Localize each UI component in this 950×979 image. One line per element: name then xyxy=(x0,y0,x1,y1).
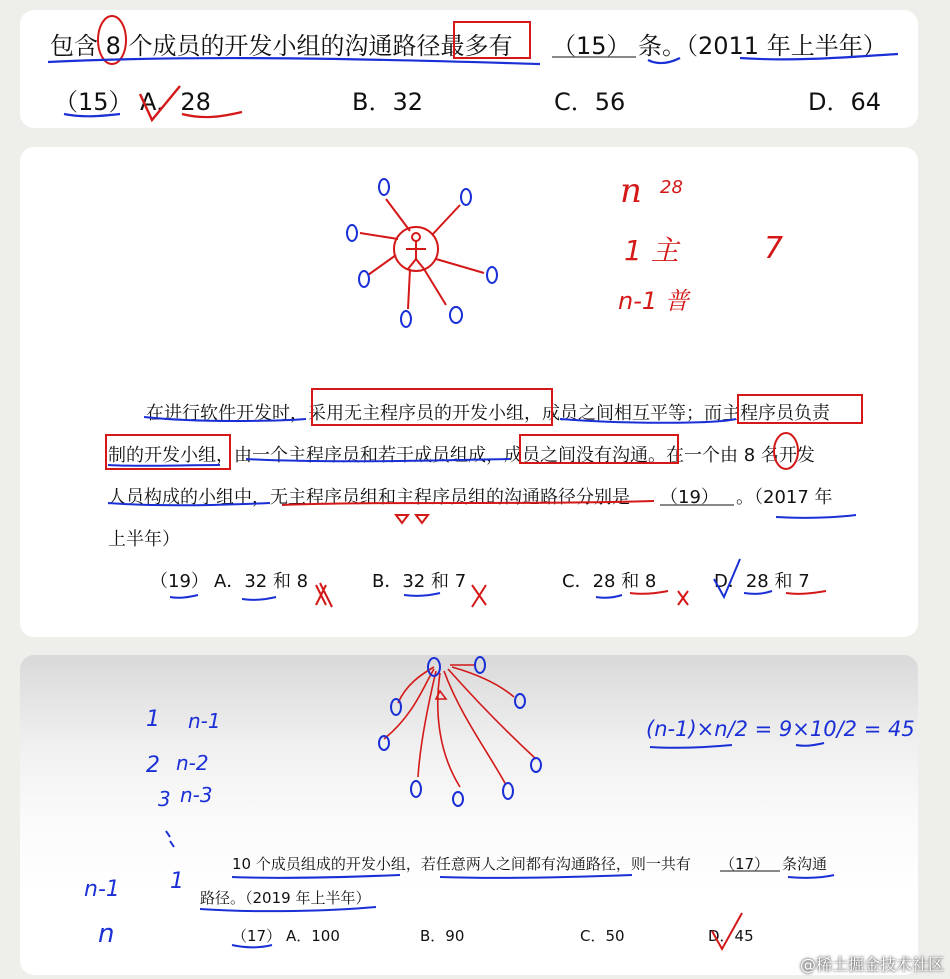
q19-option-a[interactable]: A．32 和 8 xyxy=(214,571,309,592)
note-n-1-bottom: n-1 xyxy=(84,877,120,902)
q17-line-1: 10 个成员组成的开发小组，若任意两人之间都有沟通路径，则一共有 xyxy=(232,855,691,873)
q17-option-a[interactable]: A．100 xyxy=(286,927,340,945)
note-28: 28 xyxy=(660,177,683,198)
q19-year: 。（2017 年 xyxy=(736,487,833,508)
note-n-2: n-2 xyxy=(176,751,209,775)
note-7: 7 xyxy=(764,231,784,266)
q19-option-c[interactable]: C．28 和 8 xyxy=(562,571,657,592)
q19-line-3: 人员构成的小组中，无主程序员组和主程序员组的沟通路径分别是 xyxy=(108,487,630,508)
q15-tail: 条。（2011 年上半年） xyxy=(638,32,887,60)
complete-graph-diagram xyxy=(20,655,918,975)
q19-line-2: 制的开发小组，由一个主程序员和若干成员组成，成员之间没有沟通。在一个由 8 名开发 xyxy=(108,445,815,466)
q19-option-d[interactable]: D．28 和 7 xyxy=(714,571,810,592)
question-15-card xyxy=(20,10,918,128)
q17-line-1-tail: 条沟通 xyxy=(782,855,828,873)
watermark: @稀土掘金技术社区 xyxy=(799,955,944,974)
q15-number: （15） xyxy=(54,88,133,116)
note-one-master: 1 主 xyxy=(624,234,679,267)
q15-option-d[interactable]: D．64 xyxy=(808,88,882,116)
q17-number: （17） xyxy=(232,927,282,945)
q15-blank: （15） xyxy=(552,32,631,60)
note-n-1-normal: n-1 普 xyxy=(618,287,689,315)
note-n: n xyxy=(620,171,642,211)
q17-option-d[interactable]: D．45 xyxy=(708,927,754,945)
note-3: 3 xyxy=(158,787,171,811)
q17-line-2: 路径。（2019 年上半年） xyxy=(200,889,371,907)
note-n-bottom: n xyxy=(98,919,115,949)
q15-option-c[interactable]: C．56 xyxy=(554,88,626,116)
note-1: 1 xyxy=(146,707,160,732)
note-2: 2 xyxy=(146,753,160,778)
q15-option-b[interactable]: B．32 xyxy=(352,88,424,116)
q15-stem: 包含 8 个成员的开发小组的沟通路径最多有 xyxy=(50,32,513,60)
formula-note: (n-1)×n/2 = 9×10/2 = 45 xyxy=(646,717,915,741)
question-19-card xyxy=(20,147,918,637)
note-n-3: n-3 xyxy=(180,783,213,807)
q19-line-4: 上半年） xyxy=(108,529,180,550)
question-17-card xyxy=(20,655,918,975)
q17-option-b[interactable]: B．90 xyxy=(420,927,465,945)
note-1-bottom: 1 xyxy=(170,869,184,894)
note-n-1: n-1 xyxy=(188,709,221,733)
q19-number: （19） xyxy=(150,571,209,592)
star-topology-diagram xyxy=(20,147,918,637)
q15-option-a[interactable]: A．28 xyxy=(140,88,211,116)
q17-annotations xyxy=(20,655,918,975)
q19-blank: （19） xyxy=(660,487,719,508)
q19-annotations xyxy=(20,147,918,637)
q17-option-c[interactable]: C．50 xyxy=(580,927,625,945)
q17-blank: （17） xyxy=(720,855,770,873)
q19-option-b[interactable]: B．32 和 7 xyxy=(372,571,467,592)
q19-line-1: 在进行软件开发时，采用无主程序员的开发小组，成员之间相互平等；而主程序员负责 xyxy=(146,403,830,424)
